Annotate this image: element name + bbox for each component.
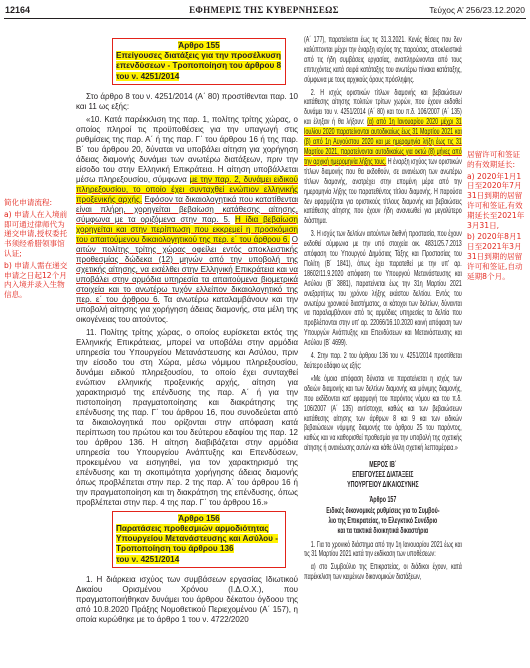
marked-text: Ο αιτών πολίτης τρίτης χώρας οφείλει εντός αποκλειστικής προθεσμίας δώδεκα (12) μηνών από την υποβολή της σχετικής αίτησης, να εισέλθει στην Ελληνική Επικράτεια και να υποβάλει στην αρμόδια υπηρεσία τα απαιτούμενα βιομετρικά στοιχεία και το ανωτέρω τυχόν ελλείπον δικαιολογητικό της περ. ε΄ του άρθρου 6. — [76, 234, 298, 304]
article-title — [116, 524, 282, 565]
annotation-heading: 居留许可和签证的有效期延长: — [467, 150, 521, 169]
title-line-row — [304, 470, 462, 480]
article-title — [304, 506, 462, 536]
text-segment: Η έναρξη ισχύος των οριστικών τίτλων διαμονής που θα εκδοθούν, σε ανανέωση των ανωτέρω τίτλων διαμονής, ανατρέχει στην επομένη μέρα από την ημερομηνία λήξης του παρατεθέντος τίτλου διαμονής. Η παρούσα δεν εφαρμόζεται για οριστικούς τίτλους διαμονής και βεβαιώσεις κατάθεσης αίτησης που έχουν ήδη ανανεωθεί για μεγαλύτερο διάστημα. — [304, 156, 462, 226]
article-title — [116, 51, 282, 82]
marked-text: με την παρ. 2, δυνάμει ειδικού πληρεξουσίου, το οποίο έχει συνταχθεί ενώπιον ελληνικής προξενικής αρχής. — [76, 174, 298, 204]
part-label: ΜΕΡΟΣ ΙΒ΄ — [369, 460, 397, 470]
title-line-row — [116, 524, 282, 534]
paragraph — [304, 374, 462, 453]
paragraph — [76, 328, 298, 508]
paragraph — [76, 115, 298, 325]
article-156-heading-box — [112, 511, 286, 568]
text-segment: Τα ανωτέρω καταλαμβάνουν και την υποβολή αίτησης για χορήγηση άδειας διαμονής, στα μέλη της οικογένειας του αιτούντος. — [76, 294, 298, 324]
gazette-header — [4, 3, 526, 19]
title-line-row — [116, 544, 282, 554]
annotation-item: b) 2020年8月1日至2021年3月31日到期的居留许可和签证,自动延期8个月。 — [467, 232, 523, 281]
article-number: Άρθρο 155 — [178, 41, 220, 50]
text-segment: «Με όμοια απόφαση δύναται να παρατείνεται η ισχύς των αδειών διαμονής και των δελτίων διαμονής και μόνιμης διαμονής, που εκδίδονται κατ' εφαρμογή του παρόντος νόμου και του π.δ. 106/2007 (Α΄ 135) αντίστοιχα, καθώς και των βεβαιώσεων κατάθεσης αίτησης των άρθρων 8 και 9 και των ειδικών βεβαιώσεων νόμιμης διαμονής του άρθρου 25 του παρόντος, καθώς και να καθορισθεί προθεσμία για την υποβολή της σχετικής αίτησης ή ανανέωσης αυτών και κάθε άλλη σχετική λεπτομέρεια.» — [304, 373, 462, 453]
paragraph — [304, 562, 462, 582]
title-line: ΥΠΟΥΡΓΕΙΟΥ ΔΙΚΑΙΟΣΥΝΗΣ — [347, 479, 419, 489]
article-number-row — [116, 41, 282, 51]
article-155-body — [76, 92, 298, 508]
title-line-row — [116, 51, 282, 61]
text-segment: 3. Η ισχύς των δελτίων αιτούντων διεθνή προστασία, που έχουν εκδοθεί σύμφωνα με την υπό στοιχεία οικ. 4831/25.7.2013 απόφαση του Υπουργού Δημόσιας Τάξης και Προστασίας του Πολίτη (Β΄ 1841), όπως έχει παρατεθεί με την υπ' αρ. 18602/11.9.2020 απόφαση του Υπουργού Μετανάστευσης και Ασύλου (Β΄ 3881), παρατείνεται έως την 31η Μαρτίου 2021 ανεξαρτήτως του χρόνου λήξης εκάστου δελτίου. Εντός του ανωτέρω χρονικού διαστήματος, οι κάτοχοι των δελτίων, δύνανται να παραλαμβάνουν από τις αρμόδιες υπηρεσίες τα δελτία που προβλέπονται στην υπ' αρ. 22066/16.10.2020 κοινή απόφαση των Υπουργών Ανάπτυξης και Επενδύσεων και Μετανάστευσης και Ασύλου (Β΄ 4699). — [304, 229, 462, 348]
part-title — [304, 470, 462, 490]
annotation-item: b) 申请人需在递交申请之日起12个月内入境并录入生物信息。 — [4, 260, 68, 300]
paragraph — [304, 351, 462, 371]
paragraph — [304, 540, 462, 560]
text-segment: (Α΄ 177), παρατείνεται έως τις 31.3.2021. Κενές θέσεις που δεν καλύπτονται μέχρι την έναρξη ισχύος της παρούσας, αποκλειστικά από τις ήδη συμβάσεις εργασίας, αναπληρώνονται από τους επιτυχόντες κατά σειρά κατάταξης του ανωτέρω πίνακα κατάταξης, σύμφωνα με τους αρχικούς όρους πρόσληψης. — [304, 35, 462, 84]
right-column-content — [304, 35, 462, 582]
article-157-heading — [304, 495, 462, 536]
title-line: και τα τακτικά διοικητικά δικαστήρια — [337, 525, 429, 535]
paragraph — [304, 229, 462, 348]
title-line-row — [116, 534, 282, 544]
title-line: λιο της Επικρατείας, το Ελεγκτικό Συνέδριο — [328, 515, 438, 525]
part-heading — [304, 460, 462, 490]
title-line: επενδύσεων - Τροποποίηση του άρθρου 8 — [116, 61, 282, 71]
marked-text: Η ίδια βεβαίωση χορηγείται και στην περίπτωση που εκκρεμεί η προσκόμιση του απαιτούμενου δικαιολογητικού της περ. ε΄ του άρθρου 6. — [76, 214, 298, 244]
title-line-row — [116, 72, 282, 82]
issue-label: Τεύχος Α’ 256/23.12.2020 — [429, 5, 525, 15]
title-line: Υπουργείου Μετανάστευσης και Ασύλου - — [116, 534, 278, 544]
left-column — [76, 35, 298, 667]
right-margin-annotation — [467, 150, 527, 281]
text-segment: 4. Στην παρ. 2 του άρθρου 136 του ν. 4251/2014 προστίθεται δεύτερο εδάφιο ως εξής: — [304, 351, 462, 370]
gazette-title: ΕΦΗΜΕΡΙΣ ΤΗΣ ΚΥΒΕΡΝΗΣΕΩΣ — [189, 5, 339, 15]
title-line: Επείγουσες διατάξεις για την προσέλκυση — [116, 51, 282, 61]
article-156-body — [76, 575, 298, 625]
annotation-item: a) 2020年1月1日至2020年7月31日到期的居留许可和签证,有效期延长至2021年3月31日, — [467, 171, 525, 230]
paragraph — [304, 88, 462, 227]
title-line-row — [304, 526, 462, 536]
article-157-body — [304, 540, 462, 583]
text-segment: Στο άρθρο 8 του ν. 4251/2014 (Α΄ 80) προστίθενται παρ. 10 και 11 ως εξής: — [76, 91, 298, 111]
paragraph — [76, 92, 298, 112]
title-line: ΕΠΕΙΓΟΥΣΕΣ ΔΙΑΤΑΞΕΙΣ — [352, 470, 414, 480]
text-segment: «10. Κατά παρέκκλιση της παρ. 1, πολίτης τρίτης χώρας, ο οποίος πληροί τις προϋποθέσεις για την υπαγωγή στις ρυθμίσεις της παρ. Α΄ ή της παρ. Γ΄ του άρθρου 16 ή της παρ. Β΄ του άρθρου 20, δύναται να υποβάλει αίτηση για χορήγηση άδειας διαμονής δυνάμει των ανωτέρω διατάξεων, πριν την είσοδο του στην Ελληνική Επικράτεια. Η αίτηση υποβάλλεται μέσω πληρεξουσίου, σύμφωνα — [76, 114, 298, 184]
text-segment: 1. Η διάρκεια ισχύος των συμβάσεων εργασίας Ιδιωτικού Δικαίου Ορισμένου Χρόνου (Ι.Δ.Ο.Χ.), που πραγματοποιήθηκαν δυνάμει του άρθρου δέκατου όγδοου της από 10.8.2020 Πράξης Νομοθετικού Περιεχομένου (Α΄ 157), η οποία κυρώθηκε με το άρθρο 1 του ν. 4722/2020 — [76, 574, 298, 624]
title-line: του ν. 4251/2014 — [116, 71, 180, 81]
article-number: Άρθρο 157 — [369, 494, 397, 504]
annotation-heading: 简化申请流程: — [4, 198, 53, 207]
title-line: Παρατάσεις προθεσμιών αρμοδιότητας — [116, 524, 269, 534]
marked-text: Εφόσον τα δικαιολογητικά που κατατίθενται είναι πλήρη, χορηγείται βεβαίωση κατάθεσης αίτησης, σύμφωνα με τα οριζόμενα στην παρ. 5. — [76, 194, 298, 224]
left-margin-annotation — [4, 198, 70, 300]
text-segment: 2. Η ισχύς οριστικών τίτλων διαμονής και βεβαιώσεων κατάθεσης αίτησης πολιτών τρίτων χωρών, που έχουν εκδοθεί δυνάμει του ν. 4251/2014 (Α΄ 80) και του π.δ. 106/2007 (Α΄ 135) και έληξαν ή θα λήξουν: — [304, 87, 462, 127]
text-segment: 1. Για το χρονικό διάστημα από την 1η Ιανουαρίου 2021 έως και τις 31 Μαρτίου 2021 κατά την εκδίκαση των υποθέσεων: — [304, 539, 462, 559]
paragraph — [76, 575, 298, 625]
text-segment: α) στο Συμβούλιο της Επικρατείας, οι διάδικοι έχουν, κατά παρέκκλιση των κειμένων δικονομικών διατάξεων, — [304, 562, 462, 582]
title-line: Ειδικές δικονομικές ρυθμίσεις για το Συμβού- — [326, 505, 440, 515]
article-number: Άρθρο 156 — [178, 513, 220, 523]
title-line-row — [304, 506, 462, 516]
text-segment: 11. Πολίτης τρίτης χώρας, ο οποίος ευρίσκεται εκτός της Ελληνικής Επικράτειας, μπορεί να υποβάλει στην αρμόδια υπηρεσία του Υπουργείου Μετανάστευσης και Ασύλου, πριν την είσοδο του στη Χώρα, μέσω νόμιμου πληρεξουσίου, δυνάμει ειδικού πληρεξουσίου, το οποίο έχει συνταχθεί ενώπιον ελληνικής προξενικής αρχής, αίτηση για χαρακτηρισμό της επένδυσης της παρ. Α΄ ή για την πιστοποίηση πραγματοποίησης και διακράτησης της επένδυσης της παρ. Γ΄ του άρθρου 16, που συνοδεύεται από τα δικαιολογητικά που ορίζονται στην απόφαση κατά περίπτωση του πρώτου και του δεύτερου εδαφίου της παρ. 12 του άρθρου 136. Η αίτηση διαβιβάζεται στην αρμόδια υπηρεσία του Υπουργείου Ανάπτυξης και Επενδύσεων, προκειμένου να εισηγηθεί, για τον χαρακτηρισμό της επένδυσης και τη σκοπιμότητα χορήγησης άδειας διαμονής όπως προβλέπεται στην περ. 2 της παρ. Α΄ του άρθρου 16 ή την πραγματοποίηση και τη διακράτηση της επένδυσης, όπως προβλέπεται στην περ. 4 της παρ. Γ΄ του άρθρου 16.» — [76, 327, 298, 507]
annotation-item: a) 申请人在入境前即可通过律师代为递交申请,授权委托书须经希腊领事馆认证; — [4, 209, 68, 258]
page-number: 12164 — [5, 5, 31, 15]
title-line-row — [304, 516, 462, 526]
title-line-row — [304, 480, 462, 490]
article-156-continued-body — [304, 35, 462, 453]
title-line: του ν. 4251/2014 — [116, 554, 180, 564]
paragraph — [304, 35, 462, 85]
title-line: Τροποποίηση του άρθρου 136 — [116, 544, 234, 554]
right-column — [304, 35, 464, 667]
title-line-row — [116, 555, 282, 565]
marked-text: (α) από 1η Ιανουαρίου 2020 μέχρι 31 Ιουλίου 2020 παρατείνονται αυτοδικαίως έως 31 Μαρτίου 2021 και (β) από 1η Αυγούστου 2020 και με ημερομηνία λήξη έως τις 31 Μαρτίου 2021, παρατείνονται αυτοδικαίως για οκτώ (8) μήνες από την αρχική ημερομηνία λήξης τους. — [304, 117, 462, 166]
article-155-heading-box — [112, 38, 286, 85]
title-line-row — [116, 61, 282, 71]
article-number-row — [116, 514, 282, 524]
